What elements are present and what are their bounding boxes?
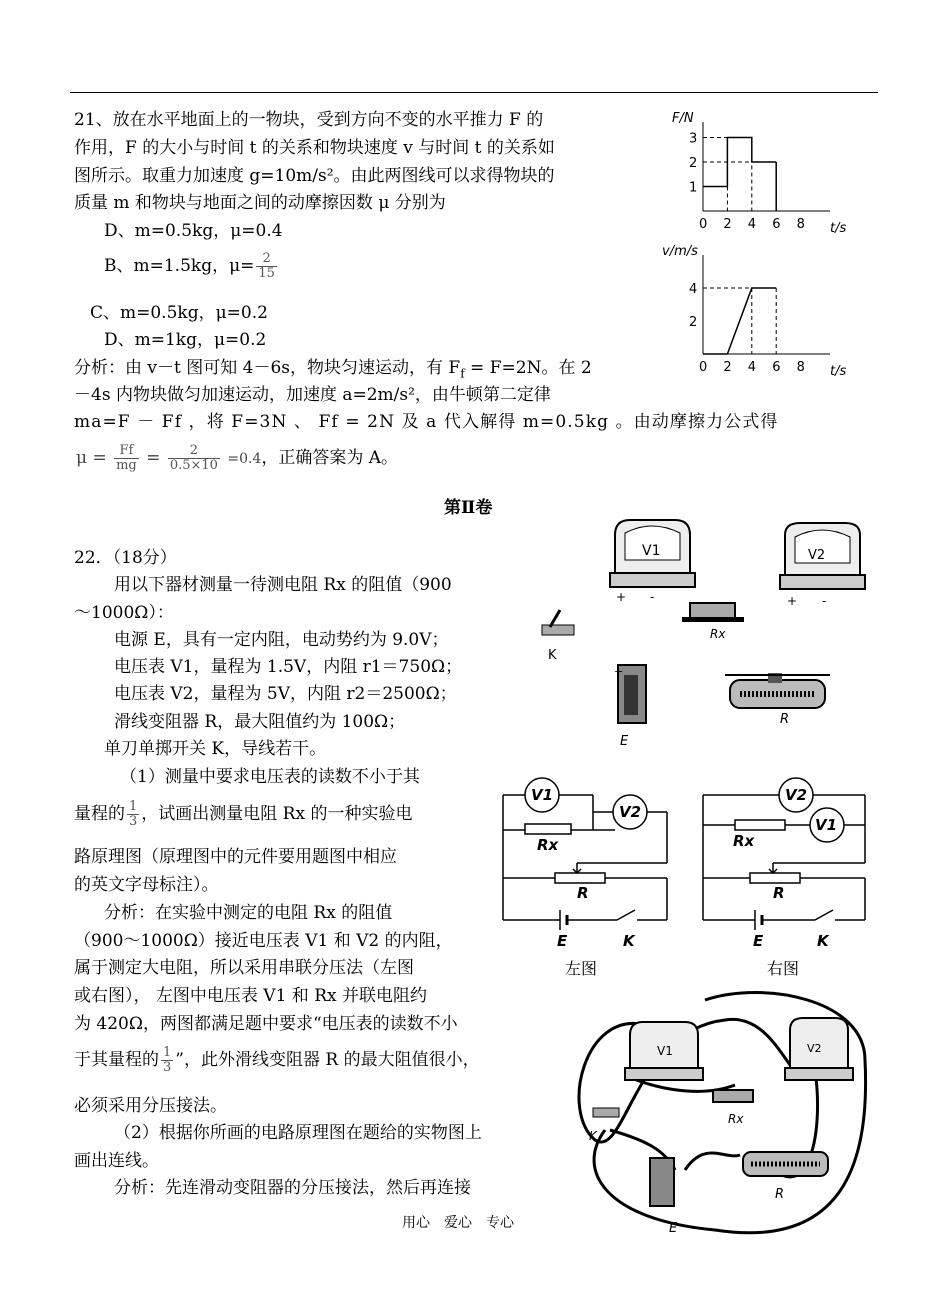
x-tick-label: 2 [723, 217, 732, 232]
svg-text:Rx: Rx [733, 832, 755, 850]
svg-text:V1: V1 [531, 786, 554, 804]
q22-p1a: 用以下器材测量一待测电阻 Rx 的阻值（900 [114, 575, 452, 595]
wiring-v1-icon [625, 1022, 703, 1080]
q22-item2: 电压表 V1，量程为 1.5V，内阻 r1＝750Ω； [114, 657, 463, 677]
q22-ana3: 属于测定大电阻，所以采用串联分压法（左图 [74, 958, 414, 978]
y-tick-label: 3 [689, 131, 698, 147]
svg-text:V2: V2 [619, 803, 642, 821]
q22-part1c: 路原理图（原理图中的元件要用题图中相应 [74, 847, 397, 867]
v-t-graph [660, 243, 860, 378]
svg-text:-: - [822, 594, 827, 608]
svg-text:R: R [775, 1187, 785, 1202]
q21-analysis-2: －4s 内物块做匀加速运动，加速度 a=2m/s²，由牛顿第二定律 [74, 385, 551, 405]
q22-ana8: 分析：先连滑动变阻器的分压接法，然后再连接 [114, 1178, 471, 1198]
y-tick-label: 4 [689, 282, 698, 297]
q21-line4: 质量 m 和物块与地面之间的动摩擦因数 μ 分别为 [74, 193, 446, 213]
option-b-fraction: $\frac{2}{15}$ [258, 251, 275, 281]
svg-text:K: K [548, 648, 557, 663]
x-tick-label: 8 [796, 217, 805, 232]
left-circuit [503, 778, 667, 930]
svg-text:K: K [817, 932, 829, 950]
svg-text:Rx: Rx [728, 1112, 744, 1126]
q22-part1b: 量程的 $\frac{1}{3}$ ，试画出测量电阻 Rx 的一种实验电 [74, 799, 413, 829]
q21-option-d2: D、m=1kg，μ=0.2 [104, 330, 267, 350]
svg-text:R: R [780, 712, 790, 727]
q22-ana1: 分析：在实验中测定的电阻 Rx 的阻值 [104, 903, 393, 923]
svg-text:K: K [623, 932, 635, 950]
x-tick-label: 4 [747, 360, 757, 375]
q21-line1: 21、放在水平地面上的一物块，受到方向不变的水平推力 F 的 [74, 110, 544, 130]
q21-line2: 作用，F 的大小与时间 t 的关系和物块速度 v 与时间 t 的关系如 [74, 138, 555, 158]
q22-ana6: 于其量程的 $\frac{1}{3}$ ”，此外滑线变阻器 R 的最大阻值很小， [74, 1045, 480, 1075]
y-tick-label: 2 [689, 315, 698, 330]
svg-text:V1: V1 [815, 816, 838, 834]
wiring-r-icon [743, 1152, 828, 1202]
svg-text:E: E [753, 932, 764, 950]
q22-item3: 电压表 V2，量程为 5V，内阻 r2＝2500Ω； [114, 684, 457, 704]
x-tick-label: 4 [747, 217, 757, 232]
ft-ylabel: F/N [672, 111, 694, 126]
rheostat-r-icon [725, 673, 830, 727]
svg-text:K: K [589, 1129, 597, 1143]
right-caption: 右图 [767, 959, 800, 978]
x-tick-label: 8 [796, 360, 805, 375]
x-tick-label: 2 [723, 360, 732, 375]
q22-item5: 单刀单掷开关 K，导线若干。 [104, 739, 327, 759]
svg-text:R: R [577, 884, 589, 902]
q21-analysis-1: 分析：由 v－t 图可知 4－6s，物块匀速运动，有 $F_f = F=2N$。在 2 [74, 358, 592, 381]
svg-text:R: R [773, 884, 785, 902]
svg-text:V2: V2 [807, 1042, 822, 1055]
q22-head: 22．（18分） [74, 548, 177, 568]
svg-text:+: + [616, 590, 627, 604]
x-tick-label: 0 [699, 360, 708, 375]
top-rule [70, 92, 878, 93]
q22-part2a: （2）根据你所画的电路原理图在题给的实物图上 [114, 1123, 482, 1143]
q22-part1a: （1）测量中要求电压表的读数不小于其 [120, 767, 420, 787]
vt-xlabel: t/s [830, 364, 847, 378]
svg-text:+: + [787, 594, 798, 608]
section-title: 第Ⅱ卷 [444, 498, 493, 518]
circuit-diagrams [495, 770, 885, 980]
wiring-v2-icon [785, 1018, 853, 1080]
x-tick-label: 0 [699, 217, 708, 232]
wiring-figure [565, 990, 880, 1260]
svg-text:V2: V2 [785, 786, 808, 804]
ft-xlabel: t/s [830, 221, 847, 236]
q22-part2b: 画出连线。 [74, 1151, 159, 1171]
voltmeter-v1-icon [610, 520, 695, 604]
wiring-k-icon [589, 1108, 619, 1143]
data-line [703, 288, 776, 354]
svg-text:E: E [557, 932, 568, 950]
right-circuit [703, 778, 865, 930]
q21-formula: μ = $\frac{Ff}{mg}$ = $\frac{2}{0.5\times 10}$ =0.4，正确答案为 A。 [76, 443, 399, 473]
q22-part1d: 的英文字母标注）。 [74, 875, 219, 895]
svg-text:E: E [620, 734, 629, 749]
svg-text:Rx: Rx [710, 627, 726, 641]
svg-text:V2: V2 [808, 548, 826, 563]
wiring-e-icon [650, 1158, 678, 1236]
svg-text:+: + [614, 665, 624, 678]
q21-option-d1: D、m=0.5kg，μ=0.4 [104, 221, 283, 241]
vt-ylabel: v/m/s [662, 244, 698, 259]
q22-ana5: 为 420Ω，两图都满足题中要求“电压表的读数不小 [74, 1014, 458, 1034]
svg-text:Rx: Rx [537, 836, 559, 854]
f-t-graph [670, 108, 860, 238]
svg-text:V1: V1 [657, 1044, 673, 1058]
x-tick-label: 6 [772, 217, 781, 232]
q22-item1: 电源 E，具有一定内阻，电动势约为 9.0V； [114, 630, 449, 650]
q22-p1b: ～1000Ω）： [74, 603, 174, 623]
q22-ana4: 或右图）， 左图中电压表 V1 和 Rx 并联电阻约 [74, 986, 427, 1006]
svg-text:-: - [650, 590, 655, 604]
q21-line3: 图所示。取重力加速度 g=10m/s²。由此两图线可以求得物块的 [74, 166, 555, 186]
voltmeter-v2-icon [780, 523, 865, 608]
wiring-rx-icon [713, 1090, 753, 1126]
q21-option-c: C、m=0.5kg，μ=0.2 [90, 303, 268, 323]
option-b-text: B、m=1.5kg，μ= [104, 256, 255, 276]
y-tick-label: 1 [689, 180, 698, 196]
x-tick-label: 6 [772, 360, 781, 375]
y-tick-label: 2 [689, 156, 698, 171]
q22-item4: 滑线变阻器 R，最大阻值约为 100Ω； [114, 712, 406, 732]
footer: 用心 爱心 专心 [402, 1215, 514, 1231]
switch-k-icon [542, 610, 574, 663]
q22-ana7: 必须采用分压接法。 [74, 1096, 227, 1116]
battery-e-icon [614, 665, 646, 749]
resistor-rx-icon [682, 603, 744, 641]
left-caption: 左图 [565, 959, 598, 978]
svg-text:V1: V1 [642, 543, 661, 559]
q21-analysis-3: ma=F － Ff ，将 F=3N 、 Ff = 2N 及 a 代入解得 m=0.5kg 。由动摩擦力公式得 [74, 412, 779, 432]
equipment-figure [530, 515, 890, 755]
q21-option-b [104, 252, 279, 281]
svg-text:E: E [669, 1221, 678, 1236]
q22-ana2: （900～1000Ω）接近电压表 V1 和 V2 的内阻， [74, 931, 453, 951]
